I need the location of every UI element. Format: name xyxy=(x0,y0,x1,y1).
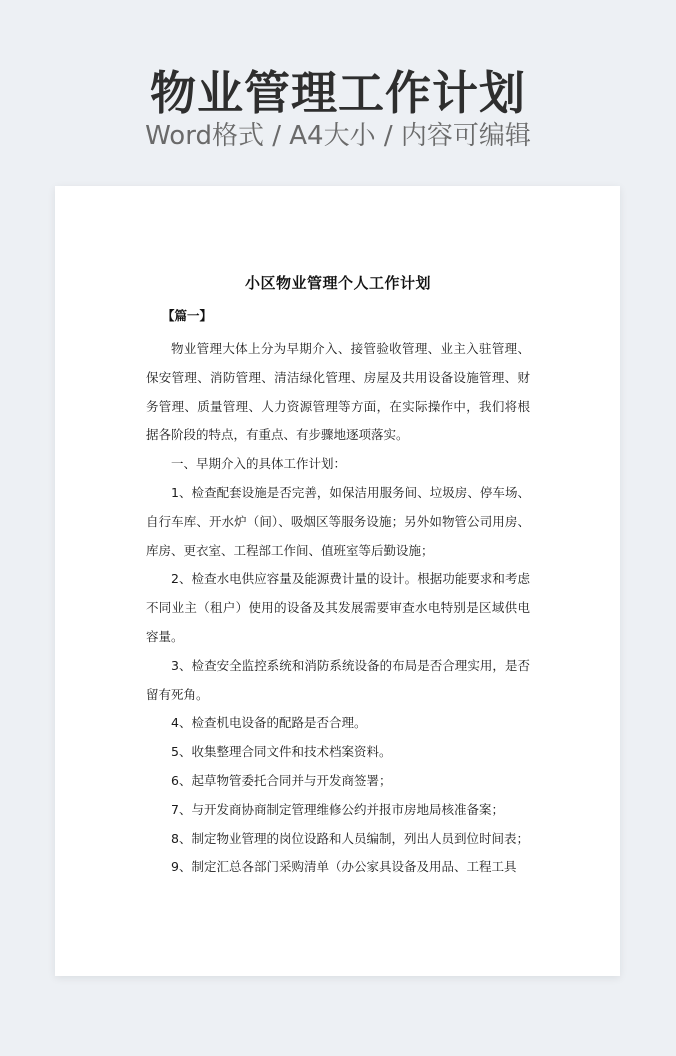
paragraph-item-9: 9、制定汇总各部门采购清单（办公家具设备及用品、工程工具 xyxy=(171,859,517,875)
page-title: 物业管理工作计划 xyxy=(150,66,526,120)
page-subtitle: Word格式 / A4大小 / 内容可编辑 xyxy=(145,121,531,151)
paragraph-heading-early-involvement: 一、早期介入的具体工作计划： xyxy=(171,456,347,472)
document-title: 小区物业管理个人工作计划 xyxy=(244,274,431,292)
paragraph-item-1: 1、检查配套设施是否完善，如保洁用服务间、垃圾房、停车场、自行车库、开水炉（间）、吸烟区等服务设施；另外如物管公司用房、库房、更衣室、工程部工作间、值班室等后勤设施； xyxy=(146,484,530,558)
paragraph-item-3: 3、检查安全监控系统和消防系统设备的布局是否合理实用，是否留有死角。 xyxy=(146,657,530,702)
paragraph-item-5: 5、收集整理合同文件和技术档案资料。 xyxy=(171,744,392,760)
paragraph-item-6: 6、起草物管委托合同并与开发商签署； xyxy=(171,772,392,788)
document-page xyxy=(55,186,620,976)
paragraph-item-4: 4、检查机电设备的配路是否合理。 xyxy=(171,715,367,731)
document-body xyxy=(146,272,530,882)
paragraph-item-8: 8、制定物业管理的岗位设路和人员编制，列出人员到位时间表； xyxy=(171,830,529,846)
paragraph-item-2: 2、检查水电供应容量及能源费计量的设计。根据功能要求和考虑不同业主（租户）使用的设备及其发展需要审查水电特别是区域供电容量。 xyxy=(146,571,530,644)
paragraph-intro: 物业管理大体上分为早期介入、接管验收管理、业主入驻管理、保安管理、消防管理、清洁绿化管理、房屋及共用设备设施管理、财务管理、质量管理、人力资源管理等方面，在实际操作中，我们将根据各阶段的特点，有重点、有步骤地逐项落实。 xyxy=(146,341,530,443)
paragraph-item-7: 7、与开发商协商制定管理维修公约并报市房地局核准备案； xyxy=(171,801,504,817)
section-label: 【篇一】 xyxy=(162,308,213,323)
